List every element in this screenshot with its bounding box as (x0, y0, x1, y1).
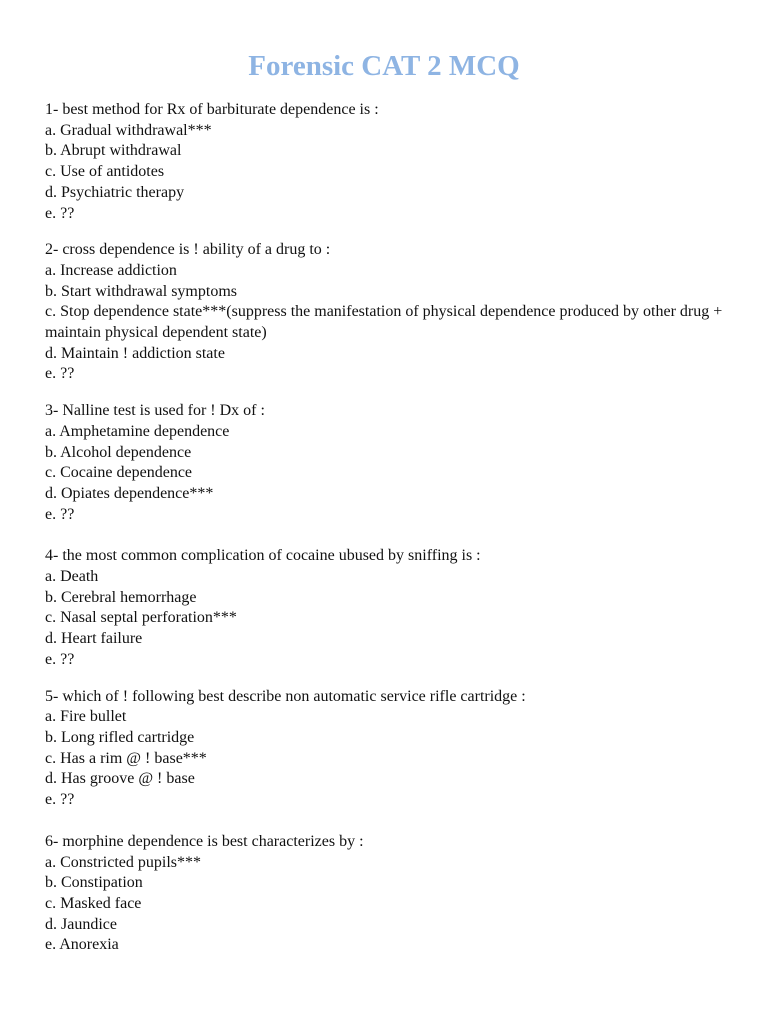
answer-option-c: c. Nasal septal perforation*** (45, 609, 237, 627)
answer-option-d: d. Jaundice (45, 915, 117, 933)
question-spacer (45, 671, 725, 687)
answer-option-b: b. Abrupt withdrawal (45, 142, 182, 160)
answer-option-a: a. Death (45, 568, 99, 586)
question-4 (45, 546, 725, 670)
answer-option-c: c. Cocaine dependence (45, 464, 193, 482)
answer-option-a: a. Constricted pupils*** (45, 853, 201, 871)
question-5 (45, 687, 725, 811)
question-spacer (45, 385, 725, 401)
answer-option-c: c. Use of antidotes (45, 163, 165, 181)
question-spacer (45, 811, 725, 832)
question-text: 1- best method for Rx of barbiturate dependence is : (45, 101, 379, 118)
answer-option-e: e. ?? (45, 505, 75, 523)
answer-option-c: c. Has a rim @ ! base*** (45, 749, 207, 767)
answer-option-d: d. Maintain ! addiction state (45, 344, 225, 362)
answer-option-a: a. Amphetamine dependence (45, 422, 230, 440)
answer-option-d: d. Opiates dependence*** (45, 484, 214, 502)
question-3 (45, 401, 725, 525)
question-spacer (45, 525, 725, 546)
question-text: 6- morphine dependence is best characterizes by : (45, 832, 364, 850)
answer-option-e: e. ?? (45, 791, 75, 809)
answer-option-e: e. Anorexia (45, 936, 119, 954)
answer-option-b: b. Cerebral hemorrhage (45, 588, 197, 606)
answer-option-b: b. Alcohol dependence (45, 443, 192, 461)
answer-option-a: a. Increase addiction (45, 261, 177, 279)
answer-option-c: c. Masked face (45, 894, 142, 912)
answer-option-d: d. Psychiatric therapy (45, 183, 185, 201)
question-1 (45, 100, 725, 224)
answer-option-a: a. Gradual withdrawal*** (45, 121, 212, 139)
question-spacer (45, 224, 725, 240)
answer-option-c: c. Stop dependence state***(suppress the manifestation of physical dependence produced by other drug + maintain physical dependent state) (45, 303, 723, 342)
question-text: 4- the most common complication of cocaine ubused by sniffing is : (45, 547, 481, 565)
answer-option-d: d. Heart failure (45, 630, 143, 648)
answer-option-b: b. Long rifled cartridge (45, 728, 195, 746)
answer-option-e: e. ?? (45, 650, 75, 668)
answer-option-d: d. Has groove @ ! base (45, 770, 195, 788)
answer-option-a: a. Fire bullet (45, 708, 127, 726)
question-6 (45, 832, 725, 956)
answer-option-e: e. ?? (45, 365, 75, 383)
question-list (45, 100, 725, 956)
answer-option-b: b. Start withdrawal symptoms (45, 282, 237, 300)
question-text: 5- which of ! following best describe non automatic service rifle cartridge : (45, 687, 526, 705)
answer-option-b: b. Constipation (45, 874, 143, 892)
answer-option-e: e. ?? (45, 204, 75, 222)
question-text: 2- cross dependence is ! ability of a drug to : (45, 241, 331, 259)
question-text: 3- Nalline test is used for ! Dx of : (45, 402, 265, 420)
question-2 (45, 240, 725, 385)
page-title: Forensic CAT 2 MCQ (248, 50, 520, 82)
